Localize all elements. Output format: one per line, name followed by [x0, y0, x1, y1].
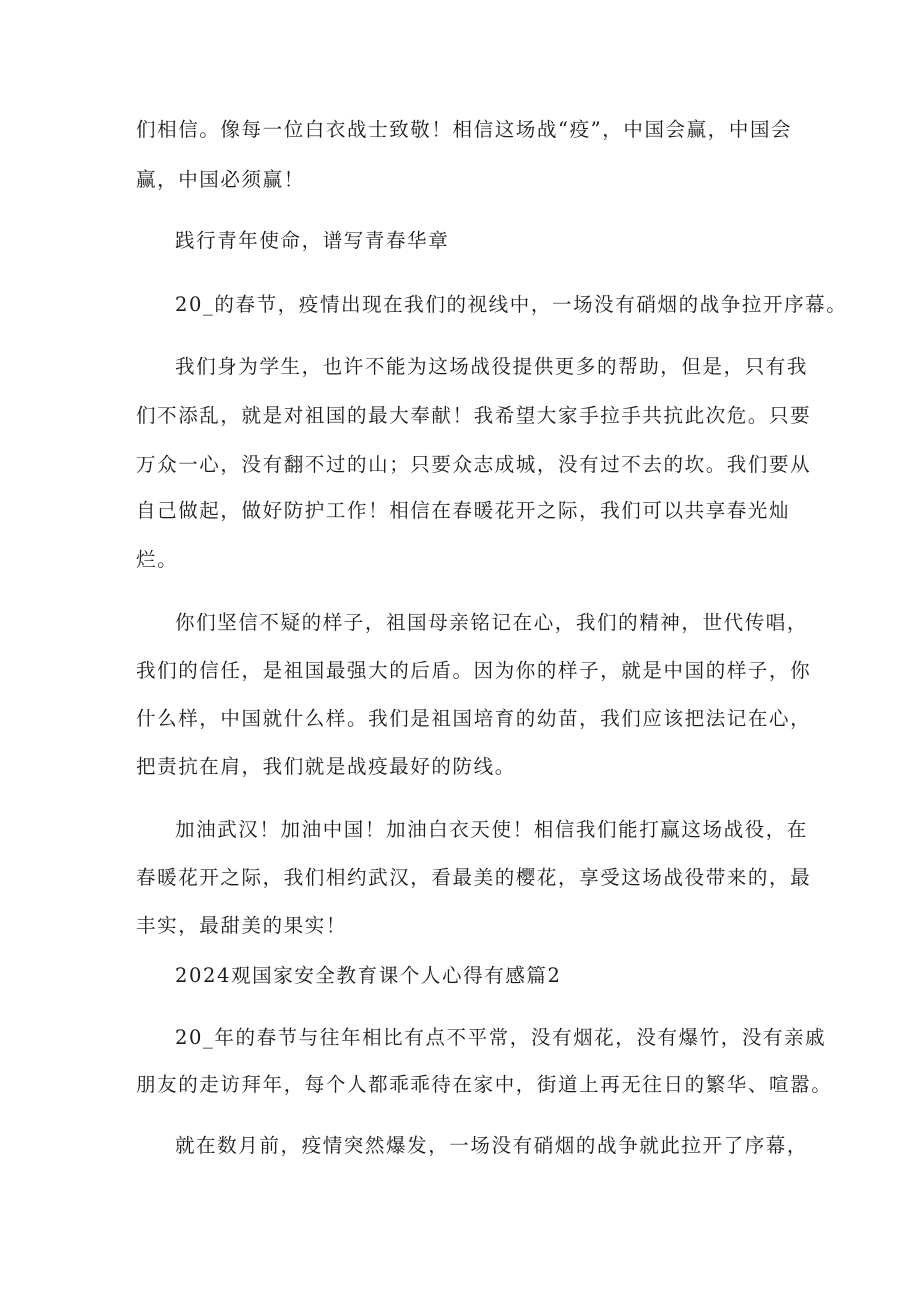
text-line: 朋友的走访拜年，每个人都乖乖待在家中，街道上再无往日的繁华、喧嚣。 — [136, 1073, 833, 1096]
text-line: 们相信。像每一位白衣战士致敬！相信这场战“疫”，中国会赢，中国会 — [136, 118, 793, 141]
section-heading: 践行青年使命，谱写青春华章 — [175, 229, 450, 252]
text-line: 赢，中国必须赢！ — [136, 168, 305, 191]
text-line: 把责抗在肩，我们就是战疫最好的防线。 — [136, 755, 516, 778]
text-line: 烂。 — [136, 548, 179, 571]
text-line: 你们坚信不疑的样子，祖国母亲铭记在心，我们的精神，世代传唱， — [175, 611, 809, 634]
text-line: 自己做起，做好防护工作！相信在春暖花开之际，我们可以共享春光灿 — [136, 499, 791, 522]
text-line: 20_年的春节与往年相比有点不平常，没有烟花，没有爆竹，没有亲戚 — [175, 1026, 827, 1049]
text-line: 什么样，中国就什么样。我们是祖国培育的幼苗，我们应该把法记在心， — [136, 707, 812, 730]
text-line: 20_的春节，疫情出现在我们的视线中，一场没有硝烟的战争拉开序幕。 — [175, 293, 848, 316]
text-line: 丰实，最甜美的果实！ — [136, 914, 348, 937]
text-line: 加油武汉！加油中国！加油白衣天使！相信我们能打赢这场战役，在 — [175, 818, 809, 841]
text-line: 春暖花开之际，我们相约武汉，看最美的樱花，享受这场战役带来的，最 — [136, 866, 812, 889]
text-line: 万众一心，没有翻不过的山；只要众志成城，没有过不去的坎。我们要从 — [136, 453, 812, 476]
text-line: 我们身为学生，也许不能为这场战役提供更多的帮助，但是，只有我 — [175, 355, 809, 378]
text-line: 们不添乱，就是对祖国的最大奉献！我希望大家手拉手共抗此次危。只要 — [136, 404, 812, 427]
text-line: 就在数月前，疫情突然爆发，一场没有硝烟的战争就此拉开了序幕， — [175, 1134, 809, 1157]
text-line: 我们的信任，是祖国最强大的后盾。因为你的样子，就是中国的样子，你 — [136, 659, 812, 682]
section-heading: 2024观国家安全教育课个人心得有感篇2 — [175, 964, 562, 987]
